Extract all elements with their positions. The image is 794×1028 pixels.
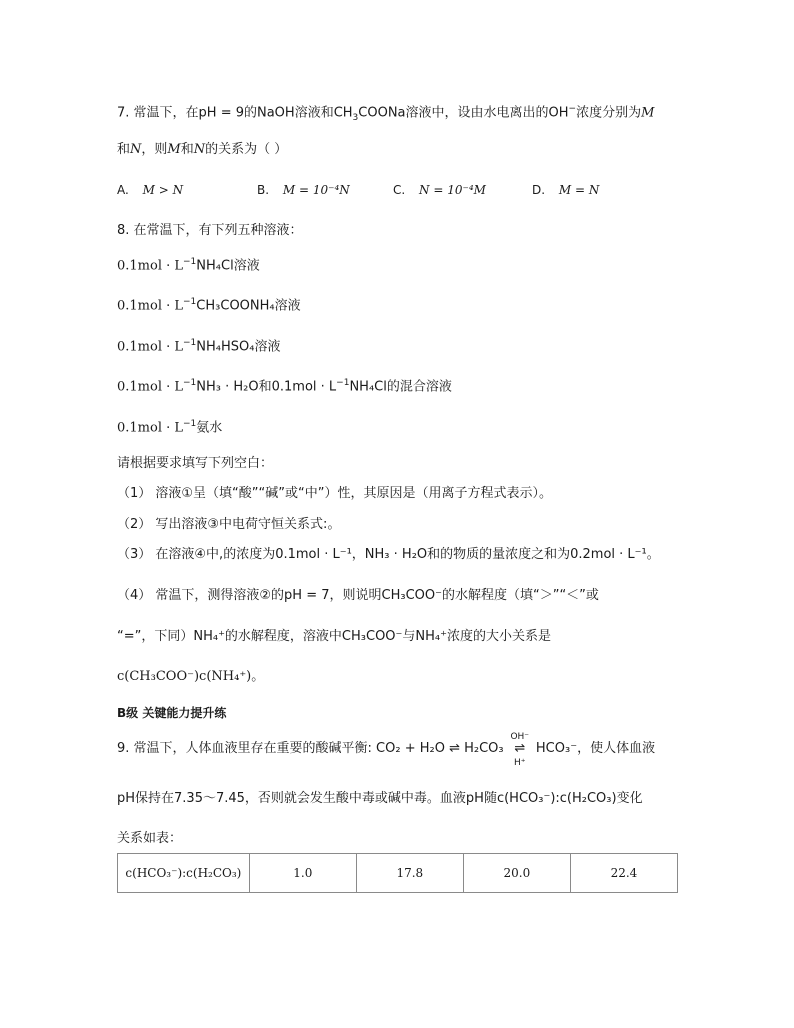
q7-var-m: M: [641, 105, 655, 121]
q7-var-n-2: N: [193, 142, 206, 157]
q7-var-m-2: M: [167, 142, 181, 157]
table-cell: 20.0: [463, 854, 570, 893]
solution-name-b: NH₄Cl的混合溶液: [349, 379, 452, 395]
option-text: N = 10⁻⁴M: [419, 183, 486, 197]
q9-ratio-table: [117, 853, 678, 893]
arrow-bottom-label: H⁺: [514, 758, 526, 768]
q7-option-c[interactable]: [393, 183, 486, 197]
q7-line-1: 7. 常温下，在pH = 9的NaOH溶液和$CH_3COONa$溶液中，设由水电离出的OH−浓度分别为M: [117, 104, 655, 123]
q9-line-1: [117, 732, 656, 768]
option-text: M = N: [558, 183, 600, 197]
q8-part-1: （1） 溶液①呈（填“酸”“碱”或“中”）性，其原因是（用离子方程式表示）。: [117, 486, 552, 501]
solution-name: NH₄HSO₄溶液: [196, 339, 281, 355]
q7-option-a[interactable]: [117, 183, 183, 197]
q7-text-prefix: 7. 常温下，在pH = 9的NaOH溶液和CH: [117, 105, 353, 121]
option-label: B.: [257, 183, 270, 197]
q7-option-d[interactable]: [532, 183, 599, 197]
q7-l2-a: 和: [117, 142, 131, 157]
q8-solution-4: $0.1mol \cdot L^{-1}NH_3 \cdot H_2O$和$0.1mol \cdot L^{-1}NH_4Cl$的混合溶液: [117, 378, 452, 395]
equilibrium-arrow-icon: OH⁻ ⇌ H⁺: [508, 740, 532, 758]
q7-text-mid: COONa溶液中，设由水电离出的OH: [358, 105, 569, 121]
solution-name: NH₄Cl溶液: [196, 258, 260, 274]
q7-l2-b: ，则: [141, 142, 168, 157]
q8-solution-3: $0.1mol \cdot L^{-1}NH_4HSO_4$溶液: [117, 338, 281, 355]
table-header-cell: c(HCO₃⁻):c(H₂CO₃): [118, 854, 250, 893]
section-heading: B级 关键能力提升练: [117, 706, 227, 720]
q8-part-4-line-3: c(CH₃COO⁻)c(NH₄⁺)。: [117, 669, 265, 684]
q8-part-3: （3） 在溶液④中,的浓度为0.1mol · L⁻¹，NH₃ · H₂O和的物质的量浓度之和为0.2mol · L⁻¹。: [117, 547, 660, 562]
option-label: A.: [117, 183, 129, 197]
q9-line-3: 关系如表：: [117, 831, 183, 846]
q9-equation-b: HCO₃⁻，使人体血液: [535, 741, 656, 756]
solution-name-a: NH₃ · H₂O和0.1mol · L: [196, 379, 337, 395]
q8-part-4-line-2: “=”，下同）NH₄⁺的水解程度，溶液中CH₃COO⁻与NH₄⁺浓度的大小关系是: [117, 629, 551, 644]
q8-part-4-line-1: （4） 常温下，测得溶液②的pH = 7，则说明CH₃COO⁻的水解程度（填“＞”“＜”或: [117, 588, 599, 603]
table-row: [118, 854, 678, 893]
solution-name: CH₃COONH₄溶液: [196, 298, 301, 314]
q8-solution-2: $0.1mol \cdot L^{-1}CH_3COONH_4$溶液: [117, 297, 301, 314]
conc-prefix: 0.1mol · L: [117, 298, 184, 314]
table-cell: 22.4: [570, 854, 677, 893]
q8-title: 8. 在常温下，有下列五种溶液：: [117, 223, 303, 238]
q8-part-2: （2） 写出溶液③中电荷守恒关系式:。: [117, 517, 341, 532]
option-text: M = 10⁻⁴N: [282, 183, 350, 197]
q8-solution-5: $0.1mol \cdot L^{-1}$氨水: [117, 419, 223, 436]
option-label: C.: [393, 183, 406, 197]
q9-line-2: pH保持在7.35～7.45，否则就会发生酸中毒或碱中毒。血液pH随c(HCO₃⁻):c(H₂CO₃)变化: [117, 791, 643, 806]
q8-instruction: 请根据要求填写下列空白：: [117, 456, 274, 471]
arrow-top-label: OH⁻: [510, 732, 530, 742]
solution-name: 氨水: [196, 420, 223, 436]
option-label: D.: [532, 183, 546, 197]
conc-prefix: 0.1mol · L: [117, 379, 184, 395]
q7-l2-d: 的关系为（ ）: [205, 142, 288, 157]
q7-l2-c: 和: [180, 142, 194, 157]
q7-text-end: 浓度分别为: [576, 105, 642, 121]
conc-prefix: 0.1mol · L: [117, 258, 184, 274]
q9-equation-a: 9. 常温下，人体血液里存在重要的酸碱平衡: CO₂ + H₂O ⇌ H₂CO₃: [117, 741, 504, 756]
table-cell: 17.8: [356, 854, 463, 893]
q8-solution-1: $0.1mol \cdot L^{-1}NH_4Cl$溶液: [117, 257, 260, 274]
conc-prefix: 0.1mol · L: [117, 339, 184, 355]
conc-prefix: 0.1mol · L: [117, 420, 184, 436]
option-text: M > N: [142, 183, 184, 197]
q7-line-2: [117, 141, 287, 159]
table-cell: 1.0: [249, 854, 356, 893]
q7-var-n: N: [130, 142, 142, 157]
q7-option-b[interactable]: [257, 183, 350, 197]
